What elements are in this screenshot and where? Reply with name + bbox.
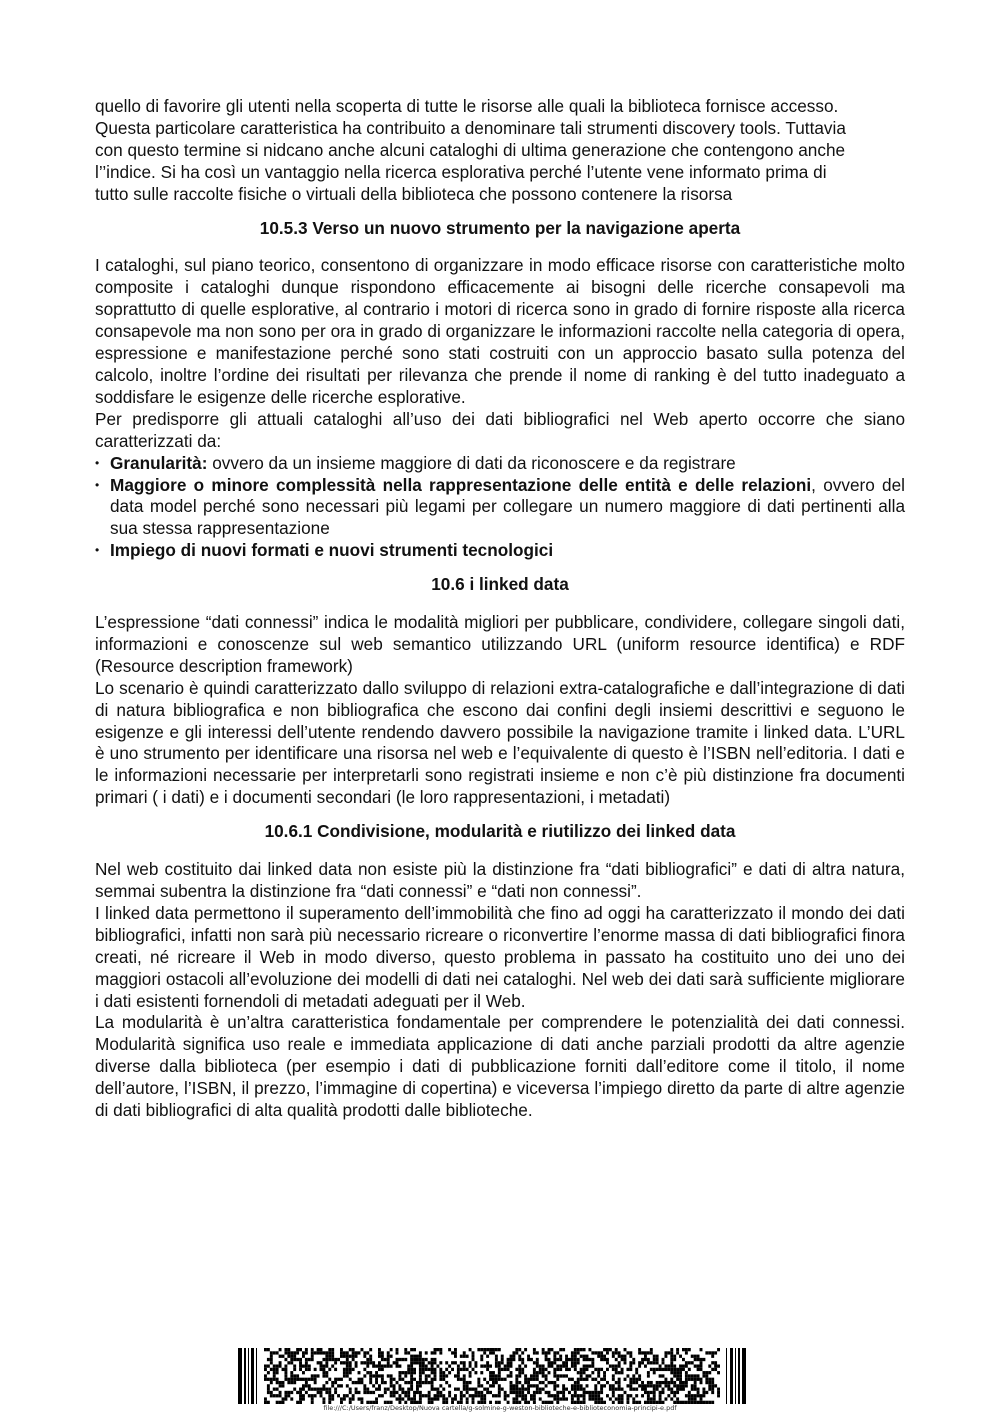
paragraph-predisporre: Per predisporre gli attuali cataloghi all’uso dei dati bibliografici nel Web aperto occorre che siano caratterizzati da: (95, 408, 905, 451)
list-item (95, 453, 905, 475)
intro-line: con questo termine si nidcano anche alcuni cataloghi di ultima generazione che contengono anche (95, 139, 846, 160)
barcode-image (238, 1348, 746, 1404)
paragraph-espressione: L’espressione “dati connessi” indica le modalità migliori per pubblicare, condividere, collegare singoli dati, informazioni e conoscenze sul web semantico utilizzando URL (uniform resource identifica) e RDF (Resource description framework) (95, 612, 905, 676)
intro-line: tutto sulle raccolte fisiche o virtuali della biblioteca che possono contenere la risorsa (95, 183, 733, 204)
intro-line: quello di favorire gli utenti nella scoperta di tutte le risorse alle quali la biblioteca fornisce accesso. (95, 96, 839, 116)
intro-line: Questa particolare caratteristica ha contribuito a denominare tali strumenti discovery tools. Tuttavia (95, 117, 846, 138)
section-heading-10-6: 10.6 i linked data (431, 574, 569, 595)
paragraph-scenario: Lo scenario è quindi caratterizzato dallo sviluppo di relazioni extra-catalografiche e dall’integrazione di dati di natura bibliografica e non bibliografica che escono dai confini degli insiemi descrittivi e seguono le esigenze e gli interessi dell’utente rendendo davvero possibile la navigazione tramite i linked data. L’URL è uno strumento per identificare una risorsa nel web e l’equivalente di questo è l’ISBN nell’editoria. I dati e le informazioni necessarie per interpretarli sono registrati insieme e non c’è più distinzione fra documenti primari ( i dati) e i documenti secondari (le loro rappresentazioni, i metadati) (95, 677, 905, 808)
paragraph-immobilita: I linked data permettono il superamento dell’immobilità che fino ad oggi ha caratterizzato il mondo dei dati bibliografici, infatti non sarà più necessario ricreare o riconvertire l’enorme massa di dati bibliografici finora creati, né ricreare il Web in modo diverso, questo problema in passato ha costituito uno dei uno dei maggiori ostacoli all’evoluzione dei modelli di dati nei cataloghi. Nel web dei dati sarà sufficiente migliorare i dati esistenti fornendoli di metadati adeguati per il Web. (95, 902, 905, 1011)
list-item-text: ovvero da un insieme maggiore di dati da riconoscere e da registrare (207, 452, 736, 473)
list-item-text: , ovvero del data model perché sono necessari più legami per collegare un numero maggiore di dati pertinenti alla sua stessa rappresentazione (110, 474, 905, 539)
intro-paragraph (95, 96, 905, 206)
paragraph-cataloghi: I cataloghi, sul piano teorico, consentono di organizzare in modo efficace risorse con caratteristiche molto composite i cataloghi dunque rispondono efficacemente ai bisogni delle ricerche consapevoli ma soprattutto di quelle esplorative, al contrario i motori di ricerca sono in grado di fornire risposte alla ricerca consapevole ma non sono per ora in grado di organizzare le informazioni raccolte nella categoria di opera, espressione e manifestazione perché sono stati costruiti con un approccio basato sulla potenza del calcolo, inoltre l’ordine dei risultati per rilevanza che prende il nome di ranking è del tutto inadeguato a soddisfare le esigenze delle ricerche esplorative. (95, 255, 905, 407)
footer-file-path: file:///C:/Users/franz/Desktop/Nuova cartella/g-solmine-g-weston-biblioteche-e-biblioteconomia-principi-e.pdf (323, 1404, 677, 1412)
paragraph-web-linked-data: Nel web costituito dai linked data non esiste più la distinzione fra “dati bibliografici” e dati di altra natura, semmai subentra la distinzione fra “dati connessi” e “dati non connessi”. (95, 859, 905, 901)
list-item-bold: Impiego di nuovi formati e nuovi strumenti tecnologici (110, 540, 554, 561)
list-item (95, 475, 905, 541)
list-item-bold: Granularità: (110, 452, 208, 473)
paragraph-modularita: La modularità è un’altra caratteristica fondamentale per comprendere le potenzialità dei dati connessi. Modularità significa uso reale e immediata applicazione di dati anche parziali prodotti da altre agenzie diverse dalla biblioteca (per esempio i dati di pubblicazione forniti dall’editore come il titolo, il nome dell’autore, l’ISBN, il prezzo, l’immagine di copertina) e viceversa l’impiego diretto da parte di altre agenzie di dati bibliografici di alta qualità prodotti dalle biblioteche. (95, 1012, 905, 1121)
section-heading-10-6-1: 10.6.1 Condivisione, modularità e riutilizzo dei linked data (264, 821, 736, 842)
page-body (95, 96, 905, 1122)
requirements-list (95, 453, 905, 563)
list-item-bold: Maggiore o minore complessità nella rappresentazione delle entità e delle relazioni (110, 474, 812, 495)
section-heading-10-5-3: 10.5.3 Verso un nuovo strumento per la navigazione aperta (259, 217, 741, 238)
intro-line: l’’indice. Si ha così un vantaggio nella ricerca esplorativa perché l’utente vene informato prima di (95, 161, 827, 182)
list-item (95, 540, 905, 562)
